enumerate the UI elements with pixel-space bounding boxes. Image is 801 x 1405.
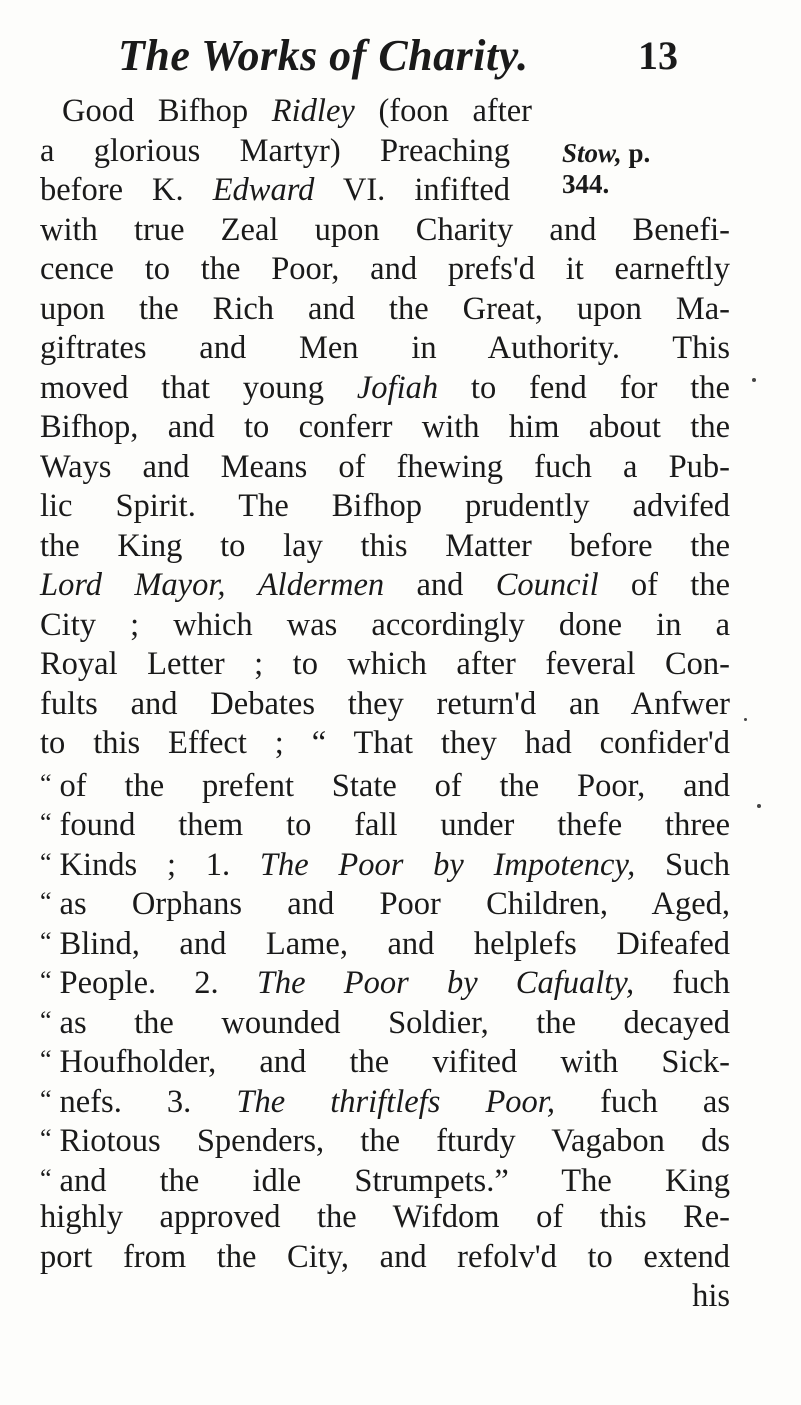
text-line: cence to the Poor, and prefs'd it earneftly — [40, 251, 730, 287]
text-line: a glorious Martyr) Preaching — [40, 132, 510, 169]
text-line: “ People. 2. The Poor by Cafualty, fuch — [40, 965, 730, 1001]
ink-spot — [752, 378, 756, 382]
text-line: before K. Edward VI. infifted — [40, 172, 510, 208]
text-line: Good Bifhop Ridley (foon after — [62, 93, 532, 129]
text-line: “ of the prefent State of the Poor, and — [40, 767, 730, 804]
text-line: moved that young Jofiah to fend for the — [40, 369, 730, 406]
text-line: City ; which was accordingly done in a — [40, 606, 730, 643]
text-line: fults and Debates they return'd an Anfwer — [40, 685, 730, 722]
text-line: highly approved the Wifdom of this Re- — [40, 1199, 730, 1235]
page-number: 13 — [638, 33, 678, 78]
ink-spot — [744, 718, 747, 721]
text-line: Royal Letter ; to which after feveral Con- — [40, 646, 730, 682]
text-line: “ as Orphans and Poor Children, Aged, — [40, 886, 730, 922]
text-line: “ Blind, and Lame, and helplefs Difeafed — [40, 925, 730, 962]
running-title: The Works of Charity. — [118, 31, 529, 80]
text-line: Lord Mayor, Aldermen and Council of the — [40, 567, 731, 603]
text-line: “ Houfholder, and the vifited with Sick- — [40, 1044, 730, 1080]
text-line: giftrates and Men in Authority. This — [40, 330, 730, 366]
text-line: upon the Rich and the Great, upon Ma- — [40, 290, 730, 327]
text-line: Ways and Means of fhewing fuch a Pub- — [40, 448, 730, 485]
text-line: with true Zeal upon Charity and Benefi- — [40, 211, 730, 248]
text-line: “ and the idle Strumpets.” The King — [40, 1162, 730, 1199]
running-head — [118, 30, 678, 86]
text-line: “ nefs. 3. The thriftlefs Poor, fuch as — [40, 1083, 730, 1120]
margin-note-page-num: 344. — [562, 169, 610, 199]
margin-note-page-ref: p. — [628, 138, 651, 168]
text-line: Bifhop, and to conferr with him about the — [40, 409, 730, 445]
ink-spot — [757, 804, 761, 808]
text-line: “ as the wounded Soldier, the decayed — [40, 1004, 730, 1041]
text-line: lic Spirit. The Bifhop prudently advifed — [40, 488, 730, 524]
text-line: port from the City, and refolv'd to extend — [40, 1238, 730, 1275]
text-line: “ Riotous Spenders, the fturdy Vagabon ds — [40, 1123, 730, 1159]
text-line: “ Kinds ; 1. The Poor by Impotency, Such — [40, 846, 731, 883]
margin-note-source: Stow, — [562, 138, 622, 168]
text-line: the King to lay this Matter before the — [40, 527, 730, 564]
text-line: to this Effect ; “ That they had confider'd — [40, 725, 730, 761]
body-text — [40, 92, 730, 1317]
text-line: “ found them to fall under thefe three — [40, 807, 730, 843]
catchword: his — [692, 1278, 730, 1314]
